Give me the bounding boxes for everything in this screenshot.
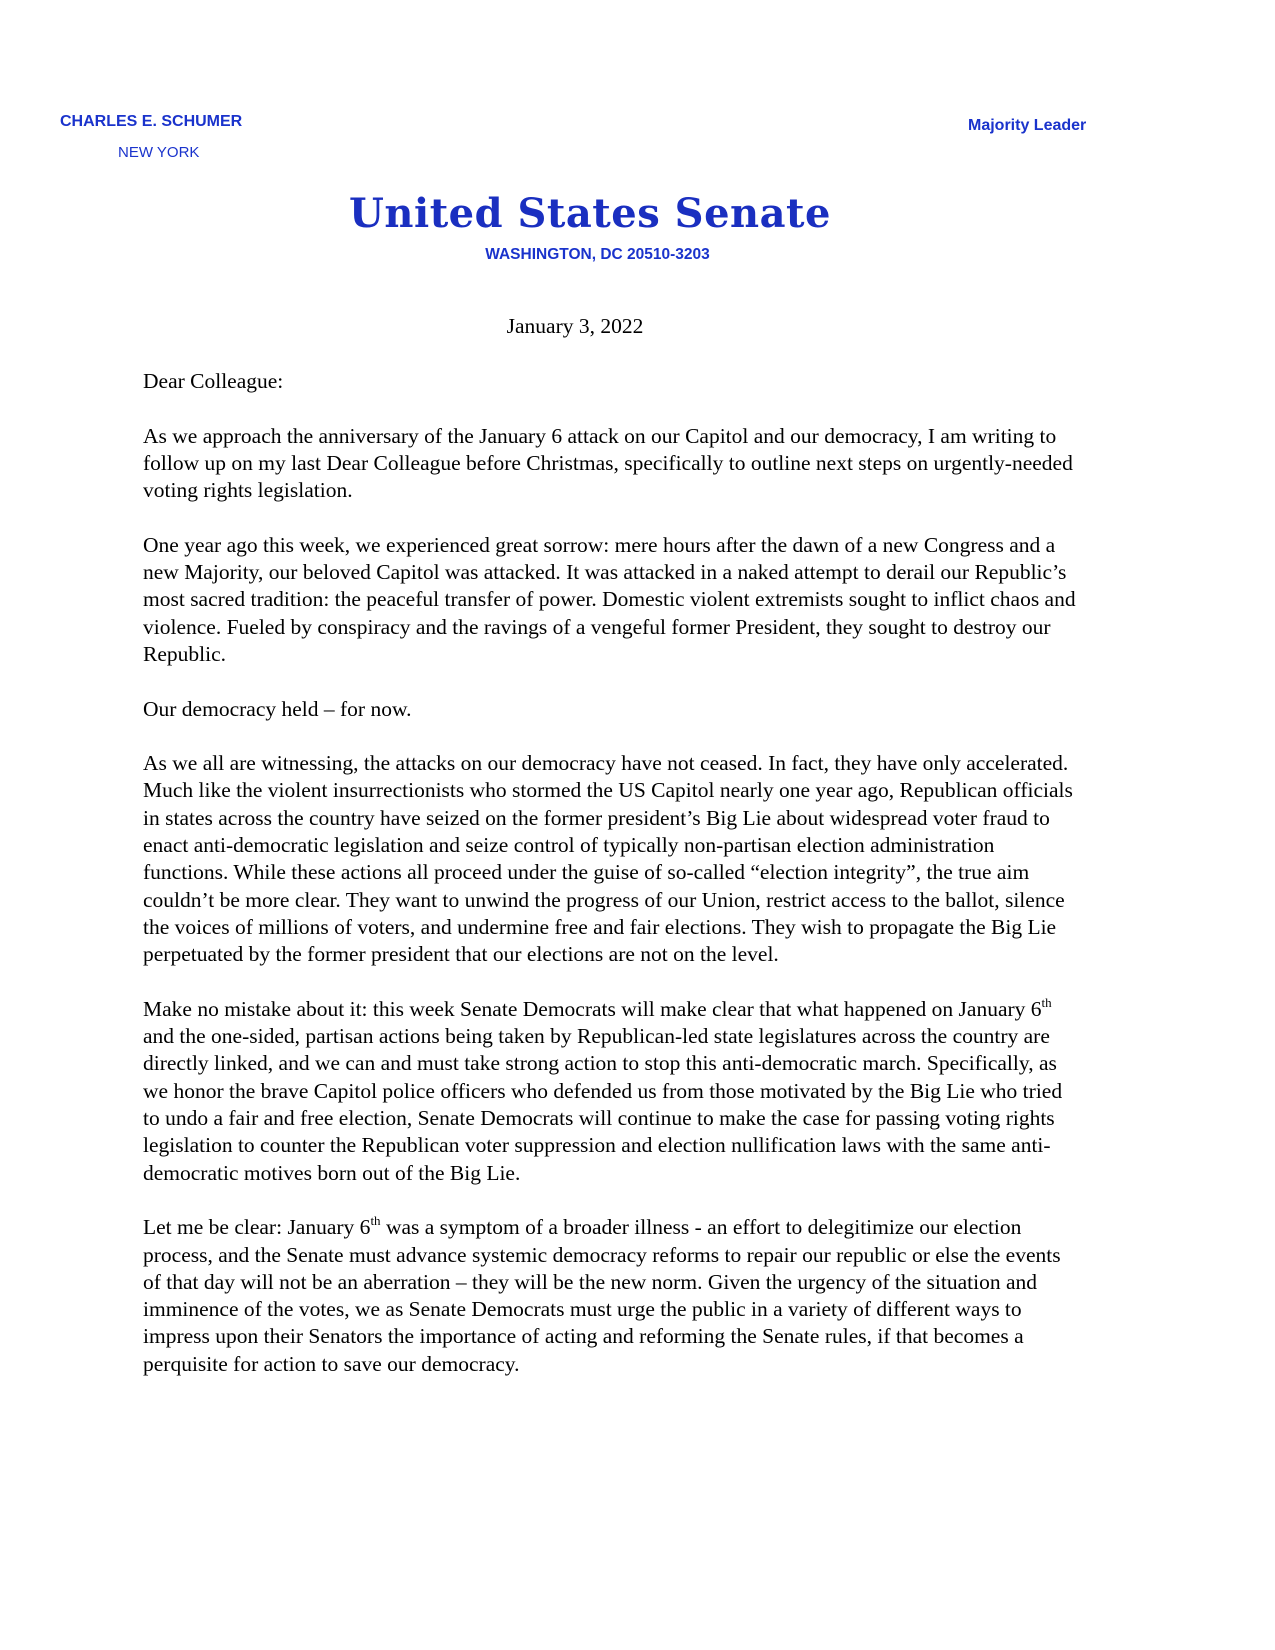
paragraph-4: As we all are witnessing, the attacks on our democracy have not ceased. In fact, they have only accelerated. Much like the violent insurrectionists who stormed the US Capitol nearly one year ago, Republican officials in states across the country have seized on the former president’s Big Lie about widespread voter fraud to enact anti-democratic legislation and seize control of typically non-partisan election administration functions. While these actions all proceed under the guise of so-called “election integrity”, the true aim couldn’t be more clear. They want to unwind the progress of our Union, restrict access to the ballot, silence the voices of millions of voters, and undermine free and fair elections. They wish to propagate the Big Lie perpetuated by the former president that our elections are not on the level. [143,751,1073,967]
ordinal-suffix: th [1041,994,1052,1010]
paragraph-6 [143,1214,1083,1378]
paragraph-6-text-a: Let me be clear: January 6 [143,1215,371,1240]
letter-body [143,368,1083,1405]
sender-state: NEW YORK [118,144,200,161]
senate-masthead: United States Senate [349,190,831,237]
senate-address: WASHINGTON, DC 20510-3203 [485,246,710,263]
sender-title: Majority Leader [968,117,1087,134]
paragraph-1: As we approach the anniversary of the January 6 attack on our Capitol and our democracy, I am writing to follow up on my last Dear Colleague before Christmas, specifically to outline next steps on urgently-needed voting rights legislation. [143,423,1073,503]
letter-date: January 3, 2022 [506,314,644,338]
salutation: Dear Colleague: [143,369,284,393]
paragraph-5-text-b: and the one-sided, partisan actions being taken by Republican-led state legislatures across the country are directly linked, and we can and must take strong action to stop this anti-democratic march. Specifically, as we honor the brave Capitol police officers who defended us from those motivated by the Big Lie who tried to undo a fair and free election, Senate Democrats will continue to make the case for passing voting rights legislation to counter the Republican voter suppression and election nullification laws with the same anti-democratic motives born out of the Big Lie. [143,1024,1063,1185]
paragraph-5 [143,996,1083,1187]
paragraph-6-text-b: was a symptom of a broader illness - an effort to delegitimize our election process, and the Senate must advance systemic democracy reforms to repair our republic or else the events of that day will not be an aberration – they will be the new norm. Given the urgency of the situation and imminence of the votes, we as Senate Democrats must urge the public in a variety of different ways to impress upon their Senators the importance of acting and reforming the Senate rules, if that becomes a perquisite for action to save our democracy. [143,1215,1061,1376]
paragraph-3: Our democracy held – for now. [143,696,412,721]
ordinal-suffix: th [370,1213,381,1229]
paragraph-2: One year ago this week, we experienced great sorrow: mere hours after the dawn of a new Congress and a new Majority, our beloved Capitol was attacked. It was attacked in a naked attempt to derail our Republic’s most sacred tradition: the peaceful transfer of power. Domestic violent extremists sought to inflict chaos and violence. Fueled by conspiracy and the ravings of a vengeful former President, they sought to destroy our Republic. [143,532,1076,666]
sender-name: CHARLES E. SCHUMER [60,113,243,130]
paragraph-5-text-a: Make no mistake about it: this week Senate Democrats will make clear that what happened on January 6 [143,996,1042,1021]
